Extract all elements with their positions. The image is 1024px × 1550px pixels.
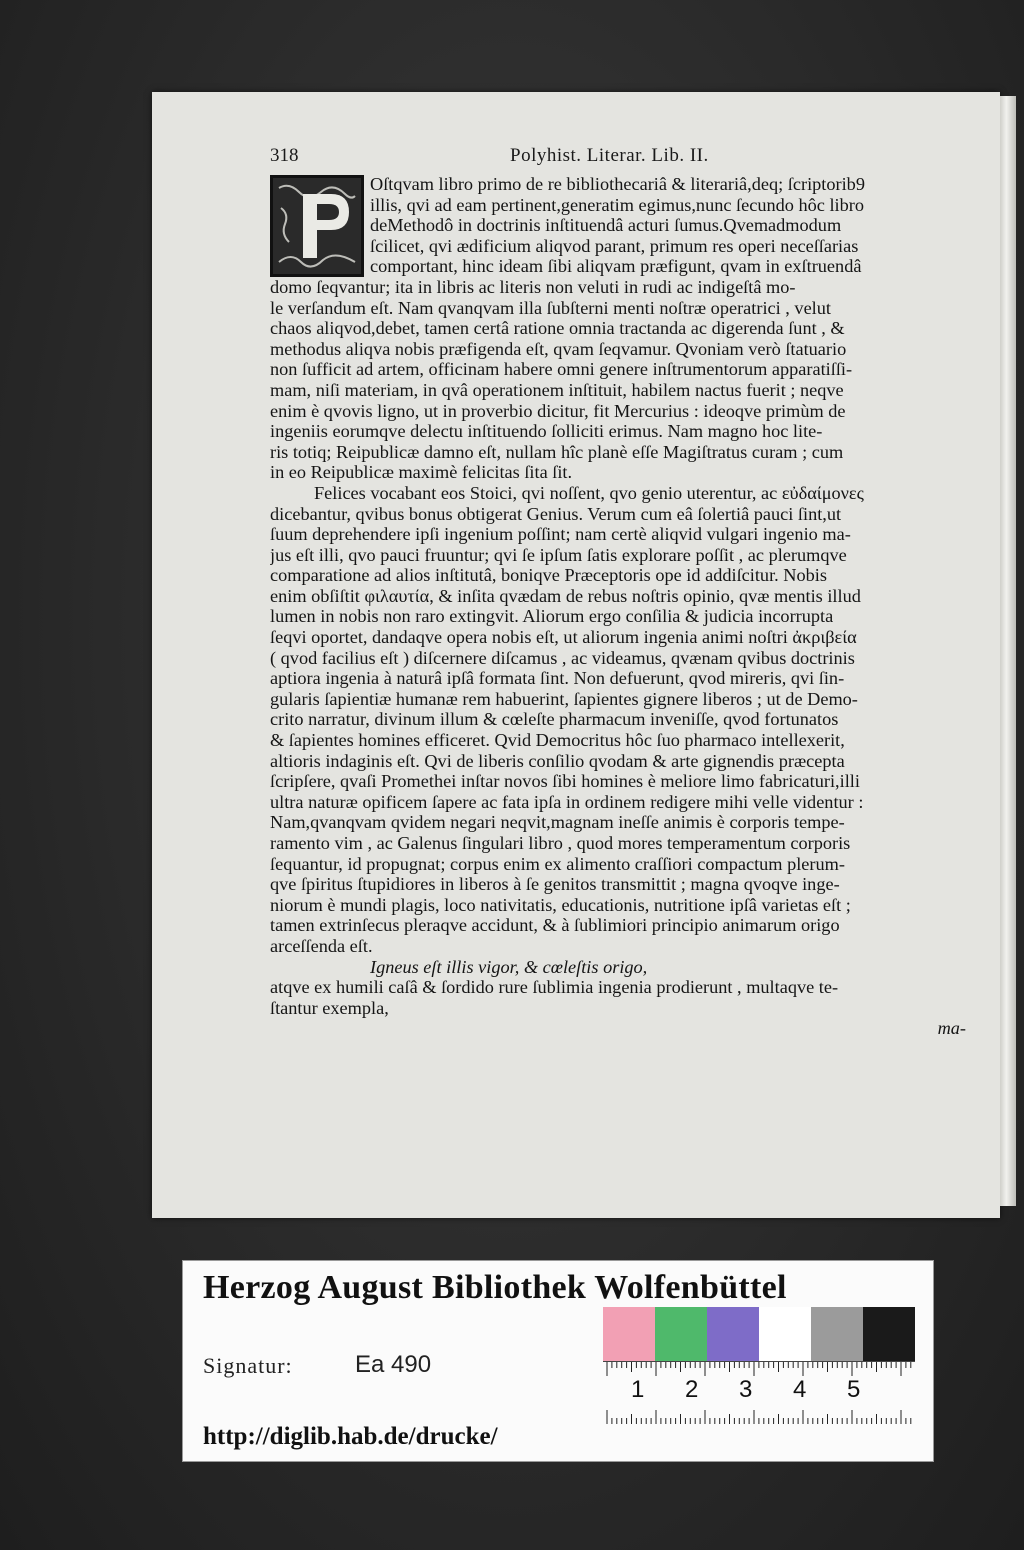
text-line: ingeniis eorumqve delectu inſtituendo ſolliciti erimus. Nam magno hoc lite- [270, 421, 823, 442]
ruler-number: 2 [685, 1376, 699, 1403]
ruler-number: 5 [847, 1376, 861, 1403]
page-edge [1000, 96, 1016, 1206]
text-line: Felices vocabant eos Stoici, qvi noſſent, qvo genio uterentur, ac εὐδαίμονες [314, 482, 864, 503]
library-url: http://diglib.hab.de/drucke/ [203, 1423, 498, 1450]
text-line: gularis ſapientiæ humanæ rem habuerint, ſapientes gignere liberos ; ut de Demo- [270, 688, 858, 709]
text-line: le verſandum eſt. Nam qvanqvam illa ſubſterni menti noſtræ operatrici , velut [270, 297, 831, 318]
body-text [270, 174, 966, 1039]
text-line: Oſtqvam libro primo de re bibliothecariâ & literariâ,deq; ſcriptorib9 [370, 174, 865, 194]
text-line: ramento vim , ac Galenus ſingulari libro , quod mores temperamentum corporis [270, 833, 851, 853]
text-line: ſeqvi oportet, dandaqve opera nobis eſt, ut aliorum ingenia animi noſtri ἀκριβεία [270, 627, 857, 648]
text-line: Nam,qvanqvam qvidem negari neqvit,magnam ineſſe animis è corporis tempe- [270, 812, 845, 833]
measurement-ruler [603, 1361, 915, 1424]
ruler-number: 4 [793, 1376, 807, 1403]
text-line: non ſufficit ad artem, officinam habere omni genere inſtrumentorum apparatiſſi- [270, 359, 853, 380]
text-line: chaos aliqvod,debet, tamen certâ ratione omnia tractanda ac digerenda ſunt , & [270, 318, 845, 339]
text-line: crito narratur, divinum illum & cœleſte pharmacum inveniſſe, qvod fortunatos [270, 709, 839, 730]
color-swatch [707, 1307, 759, 1361]
text-line: illis, qvi ad eam pertinent,generatim egimus,nunc ſecundo hôc libro [370, 194, 864, 215]
signature-value: Ea 490 [355, 1351, 432, 1378]
text-line: qve ſpiritus ſtupidiores in liberos à ſe genitos transmittit ; magna qvoqve inge- [270, 874, 840, 895]
color-swatch [811, 1307, 863, 1361]
library-label-card [182, 1260, 934, 1462]
text-line: ( qvod facilius eſt ) diſcernere diſcamus , ac videamus, qvænam qvibus doctrinis [270, 647, 855, 668]
text-line: ultra naturæ opificem ſapere ac fata ipſa in ordinem redigere mihi velle videntur : [270, 791, 864, 812]
color-swatch [603, 1307, 655, 1361]
text-line: enim è qvovis ligno, ut in proverbio dicitur, fit Mercurius : ideoqve primùm de [270, 400, 846, 421]
text-line: ma- [937, 1018, 966, 1039]
ruler-number: 3 [739, 1376, 753, 1403]
ruler-number: 1 [631, 1376, 645, 1403]
text-line: enim obſiſtit φιλαυτία, & inſita qvædam de rebus noſtris opinio, qvæ mentis illud [270, 585, 861, 606]
text-line: ſcripſere, qvaſi Promethei inſtar novos ſibi homines è meliore limo fabricaturi,illi [270, 771, 860, 792]
text-line: ſequantur, id propugnat; corpus enim ex alimento craſſiori compactum plerum- [270, 853, 845, 874]
text-line: domo ſeqvantur; ita in libris ac literis non veluti in rudi ac indigeſtâ mo- [270, 276, 796, 297]
text-line: aptiora ingenia à naturâ ipſâ formata ſint. Non defuerunt, qvod mireris, qvi ſin- [270, 668, 845, 689]
color-calibration-strip [603, 1307, 915, 1361]
text-line: methodus aliqva nobis præfigenda eſt, qvam ſeqvamur. Qvoniam verò ſtatuario [270, 338, 847, 359]
text-line: comparatione ad alios inſtitutâ, boniqve Præceptoris ope id addiſcitur. Nobis [270, 565, 827, 586]
text-line: ſcilicet, qvi ædificium aliqvod parant, primum res operi neceſſarias [370, 235, 859, 256]
text-line: lumen in nobis non raro extingvit. Aliorum ergo conſilia & judicia incorrupta [270, 606, 834, 627]
color-swatch [759, 1307, 811, 1361]
text-line: ris totiq; Reipublicæ damno eſt, nullam hîc planè eſſe Magiſtratus curam ; cum [270, 441, 844, 462]
text-line: Igneus eſt illis vigor, & cœleſtis origo, [370, 956, 648, 977]
text-line: tamen extrinſecus pleraqve accidunt, & à ſublimiori principio animarum origo [270, 915, 840, 936]
page-number: 318 [270, 145, 299, 166]
text-line: ſuum deprehendere ipſi ingenium poſſint; nam certè aliqvid vulgari ingenio ma- [270, 524, 851, 545]
text-line: ſtantur exempla, [270, 997, 389, 1018]
color-swatch [863, 1307, 915, 1361]
text-line: niorum è mundi plagis, loco nativitatis, educationis, nutritione ipſâ varietas eſt ; [270, 894, 851, 915]
text-line: atqve ex humili caſâ & ſordido rure ſublimia ingenia prodierunt , multaqve te- [270, 977, 839, 998]
text-line: comportant, hinc ideam ſibi aliqvam præfigunt, qvam in exſtruendâ [370, 256, 862, 277]
text-line: arceſſenda eſt. [270, 935, 373, 956]
text-line: mam, niſi materiam, in qvâ operationem inſtituit, habilem nactus fuerit ; neqve [270, 379, 844, 400]
page-header [270, 145, 970, 171]
text-line: in eo Reipublicæ maximè felicitas ſita ſit. [270, 462, 573, 483]
text-line: jus eſt illi, qvo pauci fruuntur; qvi ſe ipſum ſatis explorare poſſit , ac plerumqve [270, 544, 847, 565]
text-line: deMethodô in doctrinis inſtituendâ acturi ſumus.Qvemadmodum [370, 215, 842, 236]
signature-label: Signatur: [203, 1353, 293, 1378]
library-name: Herzog August Bibliothek Wolfenbüttel [203, 1269, 787, 1306]
running-head: Polyhist. Literar. Lib. II. [510, 145, 709, 166]
color-swatch [655, 1307, 707, 1361]
text-line: & ſapientes homines efficeret. Qvid Democritus hôc ſuo pharmaco intellexerit, [270, 730, 845, 751]
text-line: altioris indaginis eſt. Qvi de liberis conſilio qvodam & arte gignendis præcepta [270, 750, 845, 771]
text-line: dicebantur, qvibus bonus obtigerat Genius. Verum cum eâ ſolertiâ pauci ſint,ut [270, 503, 842, 524]
